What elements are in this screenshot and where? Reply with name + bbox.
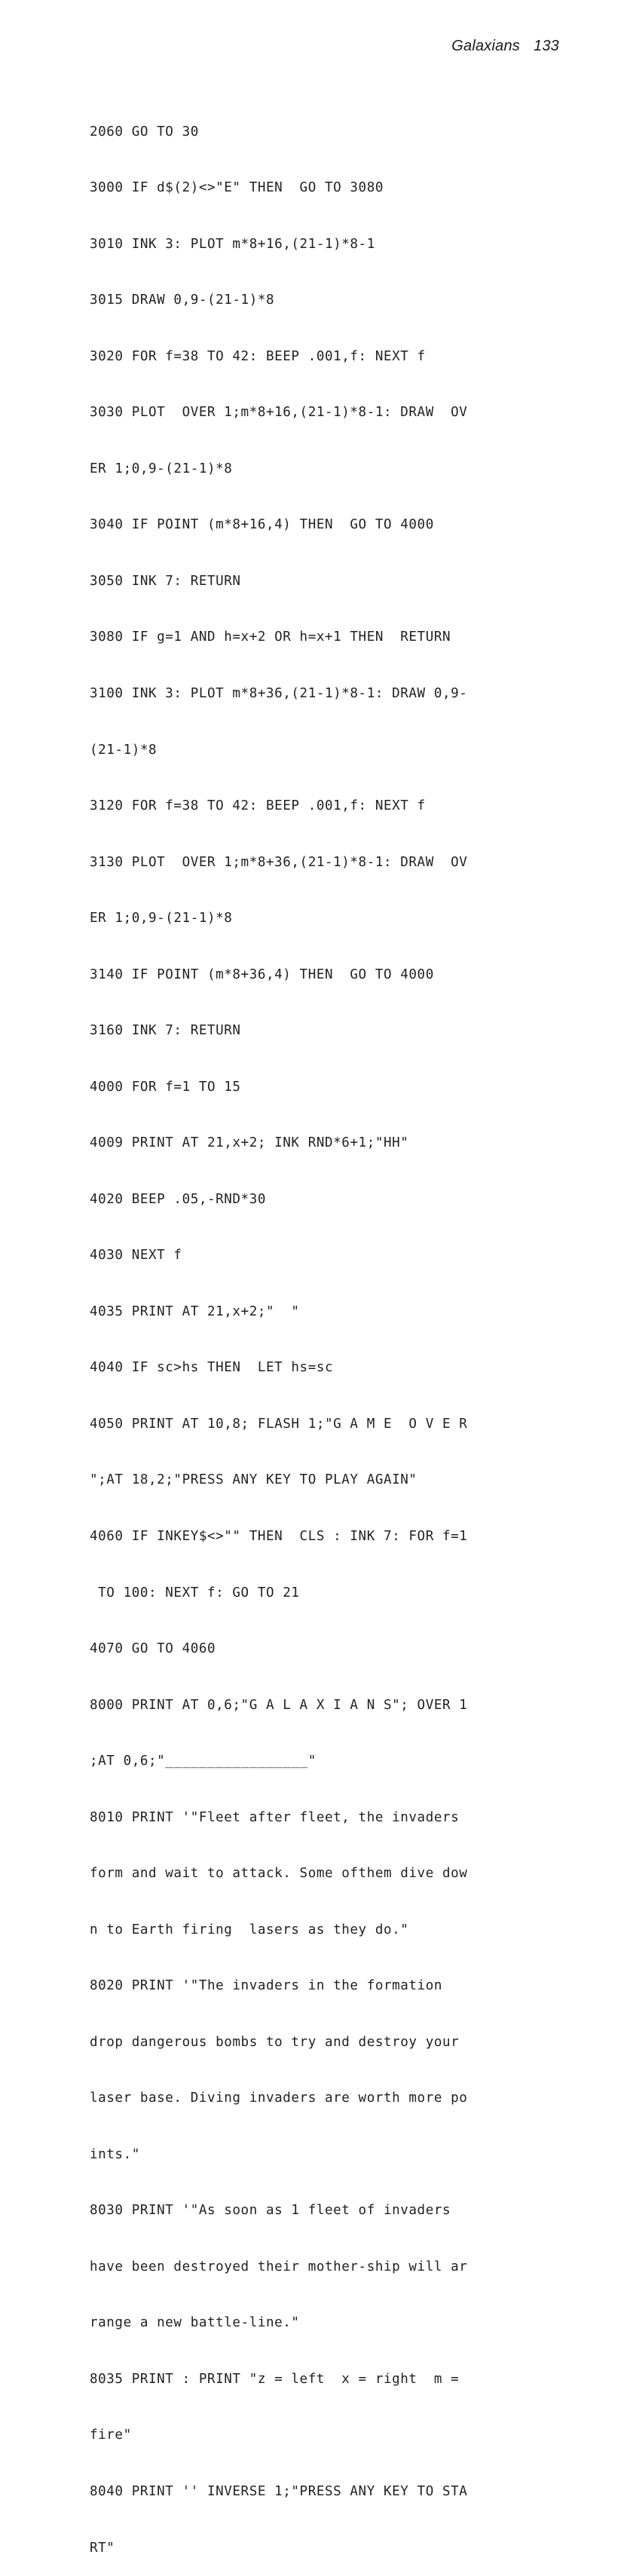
code-line: drop dangerous bombs to try and destroy your	[90, 2034, 460, 2050]
code-line: 8020 PRINT '"The invaders in the formation	[90, 1978, 442, 1994]
code-line: 3015 DRAW 0,9-(21-1)*8	[90, 293, 275, 308]
code-line: 4020 BEEP .05,-RND*30	[90, 1191, 266, 1207]
code-line: 4060 IF INKEY$<>"" THEN CLS : INK 7: FOR f=1	[90, 1528, 468, 1544]
code-line: ;AT 0,6;"_________________"	[90, 1754, 316, 1769]
code-line: 3050 INK 7: RETURN	[90, 573, 241, 589]
code-line: 4050 PRINT AT 10,8; FLASH 1;"G A M E O V E R	[90, 1416, 468, 1432]
code-line: ints."	[90, 2146, 140, 2162]
code-line: ER 1;0,9-(21-1)*8	[90, 461, 233, 476]
code-line: ER 1;0,9-(21-1)*8	[90, 911, 233, 927]
code-line: laser base. Diving invaders are worth more po	[90, 2091, 468, 2106]
code-line: (21-1)*8	[90, 742, 157, 758]
code-line: 8010 PRINT '"Fleet after fleet, the invaders	[90, 1809, 460, 1825]
code-line: 8035 PRINT : PRINT "z = left x = right m =	[90, 2371, 460, 2387]
code-line: 3120 FOR f=38 TO 42: BEEP .001,f: NEXT f	[90, 798, 426, 814]
code-line: 3080 IF g=1 AND h=x+2 OR h=x+1 THEN RETURN	[90, 629, 451, 645]
code-line: form and wait to attack. Some ofthem dive dow	[90, 1866, 468, 1882]
code-line: ";AT 18,2;"PRESS ANY KEY TO PLAY AGAIN"	[90, 1472, 417, 1488]
code-line: 4000 FOR f=1 TO 15	[90, 1079, 241, 1095]
code-line: range a new battle-line."	[90, 2315, 300, 2331]
code-line: 3030 PLOT OVER 1;m*8+16,(21-1)*8-1: DRAW OV	[90, 405, 468, 421]
code-line: 4035 PRINT AT 21,x+2;" "	[90, 1303, 300, 1319]
code-line: fire"	[90, 2427, 132, 2443]
code-line: TO 100: NEXT f: GO TO 21	[90, 1585, 300, 1600]
code-line: 8030 PRINT '"As soon as 1 fleet of invaders	[90, 2203, 451, 2219]
code-line: 4070 GO TO 4060	[90, 1641, 216, 1657]
running-title: Galaxians	[451, 38, 521, 54]
page-number: 133	[534, 38, 559, 54]
code-line: 4040 IF sc>hs THEN LET hs=sc	[90, 1360, 334, 1376]
code-line: n to Earth firing lasers as they do."	[90, 1922, 409, 1937]
basic-listing	[90, 85, 572, 2576]
code-line: 3040 IF POINT (m*8+16,4) THEN GO TO 4000	[90, 517, 434, 533]
code-line: 3010 INK 3: PLOT m*8+16,(21-1)*8-1	[90, 236, 375, 252]
code-line: 3160 INK 7: RETURN	[90, 1023, 241, 1039]
code-line: 4009 PRINT AT 21,x+2; INK RND*6+1;"HH"	[90, 1135, 409, 1151]
code-line: 4030 NEXT f	[90, 1248, 182, 1263]
code-line: 3100 INK 3: PLOT m*8+36,(21-1)*8-1: DRAW 0,9-	[90, 686, 468, 701]
running-head	[451, 38, 559, 55]
code-line: 3130 PLOT OVER 1;m*8+36,(21-1)*8-1: DRAW OV	[90, 854, 468, 870]
code-line: 8000 PRINT AT 0,6;"G A L A X I A N S"; OVER 1	[90, 1697, 468, 1713]
code-line: 8040 PRINT '' INVERSE 1;"PRESS ANY KEY TO STA	[90, 2484, 468, 2499]
code-line: 3020 FOR f=38 TO 42: BEEP .001,f: NEXT f	[90, 348, 426, 364]
code-line: have been destroyed their mother-ship will ar	[90, 2259, 468, 2274]
code-line: RT"	[90, 2540, 115, 2556]
code-line: 3140 IF POINT (m*8+36,4) THEN GO TO 4000	[90, 966, 434, 982]
code-line: 3000 IF d$(2)<>"E" THEN GO TO 3080	[90, 180, 384, 196]
code-line: 2060 GO TO 30	[90, 124, 199, 139]
